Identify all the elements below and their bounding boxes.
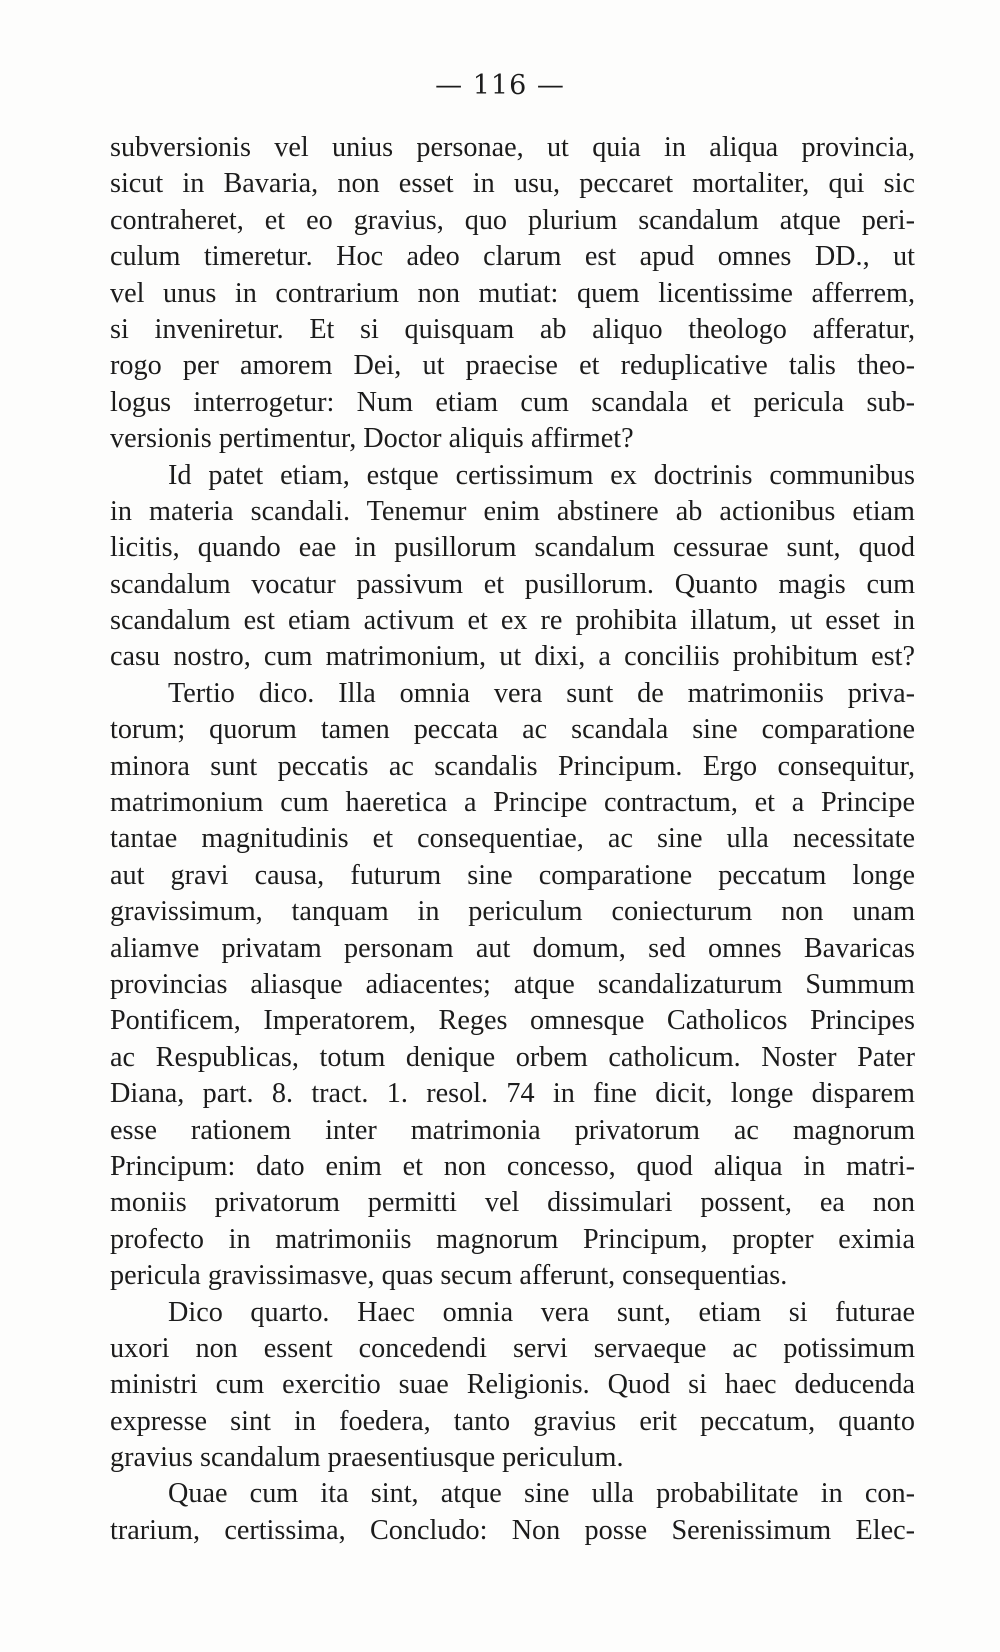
text-line: matrimonium cum haeretica a Principe contractum, et a Principe	[110, 787, 915, 819]
text-line: profecto in matrimoniis magnorum Principum, propter eximia	[110, 1223, 915, 1255]
text-line: Principum: dato enim et non concesso, quod aliqua in matri-	[110, 1150, 915, 1182]
text-line: sicut in Bavaria, non esset in usu, peccaret mortaliter, qui sic	[110, 168, 915, 200]
text-line: trarium, certissima, Concludo: Non posse Serenissimum Elec-	[110, 1514, 915, 1546]
text-line: ministri cum exercitio suae Religionis. Quod si haec deducenda	[110, 1369, 915, 1401]
text-line: si inveniretur. Et si quisquam ab aliquo theologo afferatur,	[110, 313, 915, 345]
text-line: vel unus in contrarium non mutiat: quem licentissime afferrem,	[110, 277, 915, 309]
page-number: — 116 —	[435, 70, 565, 101]
text-line: culum timeretur. Hoc adeo clarum est apud omnes DD., ut	[110, 241, 915, 273]
text-line: in materia scandali. Tenemur enim abstinere ab actionibus etiam	[110, 495, 915, 527]
text-line: provincias aliasque adiacentes; atque scandalizaturum Summum	[110, 968, 915, 1000]
text-line: pericula gravissimasve, quas secum afferunt, consequentias.	[110, 1260, 788, 1292]
text-line: contraheret, et eo gravius, quo plurium scandalum atque peri-	[110, 204, 915, 236]
text-line: tantae magnitudinis et consequentiae, ac sine ulla necessitate	[110, 823, 915, 855]
text-line: casu nostro, cum matrimonium, ut dixi, a conciliis prohibitum est?	[110, 641, 915, 673]
text-line: licitis, quando eae in pusillorum scandalum cessurae sunt, quod	[110, 532, 915, 564]
text-line: Diana, part. 8. tract. 1. resol. 74 in fine dicit, longe disparem	[110, 1078, 915, 1110]
text-line: expresse sint in foedera, tanto gravius erit peccatum, quanto	[110, 1405, 915, 1437]
text-line: moniis privatorum permitti vel dissimulari possent, ea non	[110, 1187, 915, 1219]
text-line: aliamve privatam personam aut domum, sed omnes Bavaricas	[110, 932, 915, 964]
text-line: rogo per amorem Dei, ut praecise et reduplicative talis theo-	[110, 350, 915, 382]
page-body-text	[110, 130, 915, 1549]
text-line: aut gravi causa, futurum sine comparatione peccatum longe	[110, 859, 915, 891]
text-line: gravius scandalum praesentiusque periculum.	[110, 1442, 624, 1474]
text-line: Pontificem, Imperatorem, Reges omnesque Catholicos Principes	[110, 1005, 915, 1037]
text-line: scandalum est etiam activum et ex re prohibita illatum, ut esset in	[110, 605, 915, 637]
text-line: Tertio dico. Illa omnia vera sunt de matrimoniis priva-	[168, 677, 915, 709]
text-line: uxori non essent concedendi servi servaeque ac potissimum	[110, 1332, 915, 1364]
text-line: Quae cum ita sint, atque sine ulla probabilitate in con-	[168, 1478, 915, 1510]
text-line: minora sunt peccatis ac scandalis Principum. Ergo consequitur,	[110, 750, 915, 782]
text-line: ac Respublicas, totum denique orbem catholicum. Noster Pater	[110, 1041, 915, 1073]
text-line: torum; quorum tamen peccata ac scandala sine comparatione	[110, 714, 915, 746]
text-line: scandalum vocatur passivum et pusillorum. Quanto magis cum	[110, 568, 915, 600]
text-line: logus interrogetur: Num etiam cum scandala et pericula sub-	[110, 386, 915, 418]
text-line: esse rationem inter matrimonia privatorum ac magnorum	[110, 1114, 915, 1146]
text-line: versionis pertimentur, Doctor aliquis affirmet?	[110, 423, 634, 455]
text-line: subversionis vel unius personae, ut quia in aliqua provincia,	[110, 132, 915, 163]
text-line: Id patet etiam, estque certissimum ex doctrinis communibus	[168, 459, 915, 491]
text-line: gravissimum, tanquam in periculum coniecturum non unam	[110, 896, 915, 928]
text-line: Dico quarto. Haec omnia vera sunt, etiam si futurae	[168, 1296, 915, 1328]
